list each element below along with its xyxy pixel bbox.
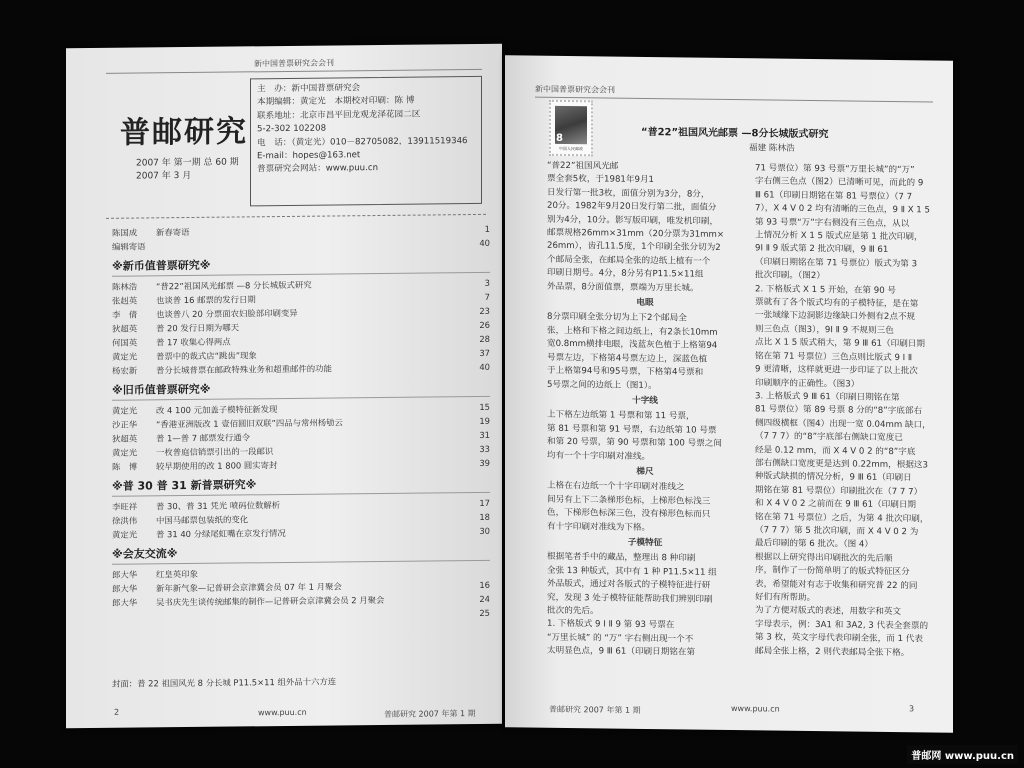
toc-title: 普 1—普 7 邮票发行通令 (156, 432, 251, 444)
body-text-line: 3. 上格版式 9 Ⅲ 61（印刷日期铭在第 (755, 391, 900, 403)
toc-page: 23 (479, 305, 490, 316)
toc-author: 杨宏新 (112, 365, 138, 376)
site-watermark: 普邮网 www.puu.cn (907, 745, 1018, 764)
body-text-line: 表，希望能对有志于收集和研究普 22 的同 (755, 578, 918, 591)
body-text-line: 有十字印刷对准线为下格。 (547, 521, 651, 533)
toc-title: 也谈普八 20 分票面农妇脸部印刷变异 (156, 307, 298, 320)
toc-entry (112, 524, 490, 542)
toc-page: 31 (479, 429, 490, 440)
info-line: 主 办：新中国普票研究会 (257, 83, 361, 95)
body-text-line: 票就有了各个版式均有的子模特征，是在第 (755, 297, 919, 310)
body-text-line: 张，上格和下格之间边纸上，有2条长10mm (547, 325, 718, 338)
toc-entry (112, 606, 490, 624)
body-text-line: 序，制作了一份简单明了的版式特征区分 (755, 565, 910, 578)
body-text-line: 外品票，8分面值票，票端为万里长城。 (547, 281, 699, 294)
body-text-line: 第 81 号票和第 91 号票，右边纸第 10 号票 (547, 423, 717, 436)
body-text-line: 间另有上下二条梯形色标，上梯形色标浅三 (547, 494, 711, 507)
body-text-line: （印刷日期铭在第 71 号票位）版式为第 3 (755, 257, 918, 270)
toc-title: 吴书庆先生谈传统邮集的制作—记普研会京津冀会员 2 月聚会 (156, 594, 385, 608)
toc-title: 普票中的裁式店“跳齿”现象 (156, 350, 257, 362)
toc-entry (112, 236, 490, 254)
toc-author: 狄超英 (112, 433, 138, 444)
toc-author: 张赳英 (112, 295, 138, 306)
issue-date: 2007 年 3 月 (136, 170, 192, 182)
body-text-line: 种版式缺损的情况分析，9 Ⅲ 61（印刷日 (755, 471, 912, 484)
body-text-line: 字母表示，例：3A1 和 3A2, 3 代表全套票的 (755, 619, 929, 632)
toc-author: 李 倩 (112, 309, 138, 320)
body-text-line: 上下格左边纸第 1 号票和第 11 号票， (547, 410, 695, 422)
toc-author: 徐洪伟 (112, 515, 138, 526)
body-text-line: 和 X 4 V 0 2 之前而在 9 Ⅲ 61（印刷日期 (755, 498, 917, 511)
toc-page: 1 (484, 223, 490, 234)
body-text-line: 全张 13 种版式，其中有 1 种 P11.5×11 组 (547, 565, 717, 578)
page-number: 3 (909, 704, 915, 714)
toc-title (156, 613, 466, 616)
body-text-line: 上格在右边纸一个十字印刷对准线之 (547, 481, 685, 493)
article-column-1 (547, 160, 743, 661)
issue-number: 2007 年 第一期 总 60 期 (136, 157, 239, 169)
toc-title: 普 17 收集心得两点 (156, 336, 231, 348)
toc-page: 33 (479, 443, 490, 454)
masthead (108, 76, 488, 220)
toc-page: 17 (479, 497, 490, 508)
toc-page: 25 (479, 607, 490, 618)
section-heading: 电眼 (636, 297, 654, 309)
body-text-line: 和第 20 号票，第 90 号票和第 100 号票之间 (547, 436, 722, 450)
body-text-line: 26mm），齿孔11.5度，1个印刷全张分切为2 (547, 241, 721, 254)
body-text-line: 侧四级横框（图4）出现一宽 0.04mm 缺口， (755, 418, 931, 431)
toc-title: 中国马邮票包装纸的变化 (156, 514, 249, 526)
body-text-line: Ⅲ 61（印刷日期铭在第 81 号票位）（7 7 (755, 190, 913, 203)
body-text-line: 邮局全张上格，2 则代表邮局全张下格。 (755, 645, 910, 658)
toc-section-heading: ※普 30 普 31 新普票研究※ (112, 474, 490, 497)
info-line: 普票研究会网站：www.puu.cn (257, 163, 379, 175)
body-text-line: 第 3 枚，英文字母代表印刷全张，而 1 代表 (755, 632, 923, 645)
toc-author: 黄定光 (112, 447, 138, 458)
toc-author: 陈林浩 (112, 281, 138, 292)
body-text-line: 铭在第 71 号票位）三色点则比版式 9 Ⅰ Ⅱ (755, 351, 913, 363)
toc-title (156, 243, 466, 246)
body-text-line: 上情况分析 X 1 5 版式应是第 1 批次印刷， (755, 230, 923, 243)
body-text-line: （7 7 7）的“8”字底部右侧缺口宽度已 (755, 431, 903, 444)
toc-title: 新年新气象—记普研会京津冀会员 07 年 1 月聚会 (156, 581, 342, 594)
toc-page: 26 (479, 319, 490, 330)
stamp-image (549, 100, 593, 157)
section-heading: 十字线 (632, 395, 658, 407)
body-text-line: 印刷顺序的正确性。（图3） (755, 377, 860, 390)
toc-author: 编辑寄语 (112, 241, 146, 252)
toc-author: 陈国成 (112, 227, 138, 238)
body-text-line: 经是 0.12 mm，而 X 4 V 0 2 的“8”字底 (755, 444, 916, 457)
toc-section-heading: ※会友交流※ (112, 542, 490, 565)
info-line: 本期编辑：黄定光 本期校对印刷：陈 博 (257, 96, 415, 108)
footer-journal: 普邮研究 2007 年第 1 期 (384, 708, 476, 719)
stamp-caption: 中国人民邮政 (559, 145, 583, 152)
body-text-line: 部右侧缺口宽度更是达到 0.22mm，根据这3 (755, 458, 928, 471)
body-text-line: 字右侧三色点（图2）已清晰可见，而此的 9 (755, 176, 924, 189)
toc-author: 郎大华 (112, 569, 138, 580)
toc-title: 也谈普 16 邮票的发行日期 (156, 294, 256, 306)
page-number: 2 (114, 707, 120, 717)
toc-page: 40 (479, 361, 490, 372)
toc-title: 改 4 100 元加盖子模特征新发现 (156, 404, 278, 416)
toc-entry (112, 360, 490, 378)
running-head: 新中国普票研究会会刊 (106, 56, 482, 74)
body-text-line: 个邮局全张，在邮局全张的边纸上植有一个 (547, 254, 711, 267)
body-text-line: 于上格第94号和95号票，下格第4号票和 (547, 365, 704, 378)
toc-page: 24 (479, 593, 490, 604)
body-text-line: 色，下梯形色标深三色，没有梯形色标而只 (547, 507, 711, 520)
body-text-line: 号票左边，下格第4号票左边上，深蓝色植 (547, 352, 708, 365)
body-text-line: 别为4分，10分。影写版印刷，唯发机印刷， (547, 214, 719, 227)
body-text-line: 则三色点（图3），9Ⅰ Ⅱ 9 不规则三色 (755, 324, 894, 336)
toc-title: 普 31 40 分绿尾虹嘴在京发行情况 (156, 527, 286, 540)
toc-title: 普 20 发行日期为哪天 (156, 322, 239, 334)
article-title: “普22”祖国风光邮票 —8分长城版式研究 (641, 126, 829, 141)
publisher-info-box (250, 76, 482, 206)
article-column-2 (755, 162, 941, 660)
body-text-line: 5号票之间的边纸上（图1）。 (547, 379, 657, 391)
toc-title: 较早期使用的改 1 800 圆实寄封 (156, 460, 278, 472)
toc-author: 黄定光 (112, 529, 138, 540)
toc-author: 狄超英 (112, 323, 138, 334)
body-text-line: 一张域缘下边洞影边缘缺口外侧有2点不规 (755, 310, 916, 323)
toc-author: 何国英 (112, 337, 138, 348)
table-of-contents (112, 222, 490, 624)
body-text-line: 批次的先后。 (547, 605, 599, 617)
body-text-line: 邮票规格26mm×31mm（20分票为31mm× (547, 227, 725, 240)
toc-title: 普分长城普票在邮政特殊业务和超重邮件的功能 (156, 363, 332, 376)
toc-page: 30 (479, 525, 490, 536)
body-text-line: 宽0.8mm横排电眼，浅蓝灰色植于上格第94 (547, 339, 718, 352)
body-text-line: 7），X 4 V 0 2 均有清晰的三色点，9 Ⅱ X 1 5 (755, 203, 930, 216)
toc-author: 郎大华 (112, 583, 138, 594)
toc-author: 李旺祥 (112, 501, 138, 512)
toc-page: 3 (484, 277, 490, 288)
toc-section-heading: ※新币值普票研究※ (112, 254, 490, 277)
right-page (505, 55, 953, 732)
toc-title: 一枚普庭信销票引出的一段邮识 (156, 446, 274, 458)
body-text-line: 根据笔者手中的藏品，整理出 8 种印刷 (547, 552, 696, 564)
body-text-line: 日发行第一批3枚，面值分别为3分，8分， (547, 187, 710, 200)
body-text-line: 第 93 号票“万”字右侧没有三色点，从以 (755, 216, 910, 229)
section-heading: 子模特征 (627, 537, 663, 549)
body-text-line: 71 号票位）第 93 号票“万里长城”的“万” (755, 163, 915, 176)
body-text-line: 根据以上研究得出印刷批次的先后顺 (755, 552, 893, 564)
section-heading: 梯尺 (636, 466, 654, 478)
toc-section-heading: ※旧币值普票研究※ (112, 378, 490, 401)
body-text-line: 批次印刷。（图2） (755, 270, 825, 282)
toc-page: 18 (479, 511, 490, 522)
body-text-line: 太明显色点，9 Ⅲ 61（印刷日期铭在第 (547, 645, 696, 658)
body-text-line: 最后印刷的第 6 批次。（图 4） (755, 538, 873, 551)
toc-author: 郎大华 (112, 597, 138, 608)
body-text-line: 2. 下格版式 X 1 5 开始，在第 90 号 (755, 283, 897, 296)
toc-title: 普 30、普 31 凭光 喷码位数解析 (156, 500, 281, 512)
body-text-line: 点比 X 1 5 版式稍大，第 9 Ⅲ 61（印刷日期 (755, 337, 925, 350)
info-line: 电 话：（黄定光）010－82705082，13911519346 (257, 135, 468, 148)
info-line: 联系地址：北京市昌平回龙观龙泽花园二区 (257, 109, 421, 122)
issue-info (136, 156, 239, 183)
body-text-line: 20分。1982年9月20日发行第二批，面值分 (547, 200, 717, 214)
toc-page: 28 (479, 333, 490, 344)
info-line: E-mail：hopes@163.net (257, 150, 361, 162)
toc-entry (112, 456, 490, 474)
toc-author: 黄定光 (112, 405, 138, 416)
cover-note: 封面：普 22 祖国风光 8 分长城 P11.5×11 组外品十六方连 (112, 676, 337, 689)
toc-title: “香港亚洲版改 1 壹佰圆旧双联”四品与常州杨劬云 (156, 417, 343, 430)
footer-journal: 普邮研究 2007 年第 1 期 (549, 704, 641, 715)
toc-page: 7 (484, 291, 490, 302)
body-text-line: 外品版式，通过对各版式的子模特征进行研 (547, 578, 711, 591)
toc-title: 红皇英印象 (156, 568, 198, 580)
body-text-line: 期铭在第 81 号票位）印刷批次在（7 7 7） (755, 485, 923, 498)
body-text-line: 均有一个十字印刷对准线。 (547, 450, 651, 462)
toc-page: 19 (479, 415, 490, 426)
body-text-line: 9Ⅰ Ⅱ 9 版式第 2 批次印刷，9 Ⅲ 61 (755, 243, 889, 256)
toc-title: 新春寄语 (156, 226, 190, 238)
journal-title: 普邮研究 (120, 114, 248, 151)
body-text-line: 票全套5枚，于1981年9月1 (547, 174, 655, 186)
toc-title: “普22”祖国风光邮票 —8 分长城版式研究 (156, 279, 312, 292)
body-text-line: 9 更清晰，这样就更进一步印证了以上批次 (755, 364, 918, 377)
body-text-line: 1. 下格版式 9 Ⅰ Ⅱ 9 第 93 号票在 (547, 619, 675, 631)
footer-url: www.puu.cn (731, 704, 780, 714)
toc-author: 陈 博 (112, 461, 138, 472)
body-text-line: 印刷日期号。4分，8分另有P11.5×11组 (547, 268, 704, 280)
body-text-line: 铭在第 71 号票位）之后，为第 4 批次印刷， (755, 511, 929, 524)
body-text-line: “万里长城” 的 “万” 字右侧出现一个不 (547, 632, 694, 645)
left-page (66, 44, 502, 729)
body-text-line: （7 7 7）第 5 批次印刷，而 X 4 V 0 2 为 (755, 525, 919, 538)
toc-page: 37 (479, 347, 490, 358)
running-head: 新中国普票研究会会刊 (535, 84, 933, 103)
stamp-value: 8 (556, 132, 563, 144)
footer-url: www.puu.cn (258, 707, 307, 718)
body-text-line: 81 号票位）第 89 号票 8 分的“8”字底部右 (755, 404, 923, 417)
body-text-line: 好们有所帮助。 (755, 592, 816, 604)
toc-author: 黄定光 (112, 351, 138, 362)
body-text-line: 为了方便对版式的表述，用数字和英文 (755, 605, 902, 618)
toc-page: 15 (479, 401, 490, 412)
toc-author: 沙正华 (112, 419, 138, 430)
body-text-line: 究，发现 3 处子模特征能帮助我们辨别印刷 (547, 592, 713, 605)
body-text-line: “普22”祖国风光邮 (547, 160, 619, 172)
article-author: 福建 陈林浩 (749, 143, 795, 154)
body-text-line: 8分票印刷全张分切为上下2个邮局全 (547, 312, 687, 324)
toc-page: 16 (479, 579, 490, 590)
toc-page: 40 (479, 237, 490, 248)
toc-page: 39 (479, 457, 490, 468)
info-line: 5-2-302 102208 (257, 123, 327, 135)
